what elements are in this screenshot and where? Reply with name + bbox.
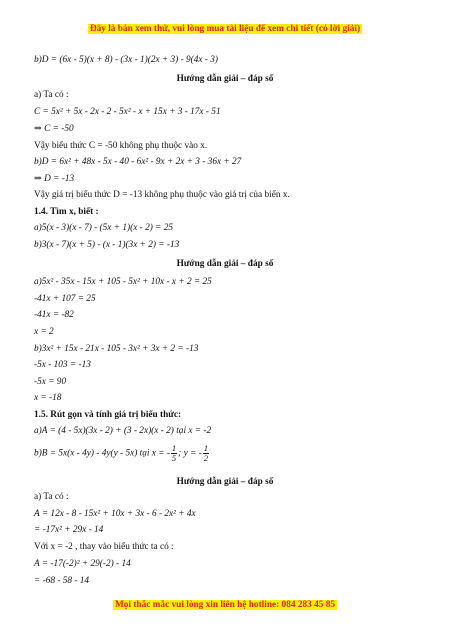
math-line: b)D = 6x² + 48x - 5x - 40 - 6x² - 9x + 2x + 3 - 36x + 27 bbox=[34, 157, 242, 167]
math-line: -41x + 107 = 25 bbox=[34, 294, 96, 304]
solution-heading: Hướng dẫn giải – đáp số bbox=[176, 477, 274, 487]
math-line: ⇒ D = -13 bbox=[34, 174, 75, 184]
problem-1-5-b bbox=[34, 444, 210, 463]
math-line: a)5x² - 35x - 15x + 105 - 5x² + 10x - x + 2 = 25 bbox=[34, 277, 212, 287]
fraction-one-half bbox=[203, 444, 209, 463]
math-line: x = -18 bbox=[34, 393, 62, 403]
text-line: Vậy giá trị biểu thức D = -13 không phụ thuộc vào giá trị của biến x. bbox=[34, 190, 290, 200]
math-line: A = -17(-2)² + 29(-2) - 14 bbox=[34, 559, 131, 569]
math-line: -41x = -82 bbox=[34, 310, 74, 320]
problem-1-3-b: b)D = (6x - 5)(x + 8) - (3x - 1)(2x + 3) - 9(4x - 3) bbox=[34, 55, 219, 65]
problem-1-4-a: a)5(x - 3)(x - 7) - (5x + 1)(x - 2) = 25 bbox=[34, 223, 174, 233]
math-line: -5x - 103 = -13 bbox=[34, 360, 91, 370]
math-line: -5x = 90 bbox=[34, 377, 67, 387]
text-line: Với x = -2 , thay vào biểu thức ta có : bbox=[34, 542, 174, 552]
fraction-numerator: 1 bbox=[203, 443, 208, 453]
hotline-banner bbox=[0, 600, 450, 610]
math-line: C = 5x² + 5x - 2x - 2 - 5x² - x + 15x + 3 - 17x - 51 bbox=[34, 107, 221, 117]
fraction-denominator: 5 bbox=[171, 453, 177, 463]
problem-1-5-a: a)A = (4 - 5x)(3x - 2) + (3 - 2x)(x - 2) tại x = -2 bbox=[34, 426, 212, 436]
math-line: ⇒ C = -50 bbox=[34, 124, 74, 134]
hotline-banner-text: Mọi thắc mắc vui lòng xin liên hệ hotline: 084 283 45 85 bbox=[114, 600, 336, 610]
fraction-denominator: 2 bbox=[203, 453, 208, 463]
preview-banner-text: Đây là bản xem thử, vui lòng mua tài liệu để xem chi tiết (có lời giải) bbox=[89, 24, 361, 34]
math-line: A = 12x - 8 - 15x² + 10x + 3x - 6 - 2x² + 4x bbox=[34, 509, 196, 519]
preview-banner bbox=[0, 24, 450, 34]
fraction-one-fifth bbox=[171, 444, 177, 463]
text-line: a) Ta có : bbox=[34, 90, 69, 100]
problem-1-4-b: b)3(x - 7)(x + 5) - (x - 1)(3x + 2) = -13 bbox=[34, 240, 180, 250]
text-line: a) Ta có : bbox=[34, 492, 69, 502]
problem-1-4-title: 1.4. Tìm x, biết : bbox=[34, 207, 99, 217]
fraction-numerator: 1 bbox=[171, 443, 177, 453]
math-line: x = 2 bbox=[34, 327, 54, 337]
problem-1-5-b-text: b)B = 5x(x - 4y) - 4y(y - 5x) tại x = - bbox=[34, 448, 170, 459]
solution-heading: Hướng dẫn giải – đáp số bbox=[176, 259, 274, 269]
math-line: = -68 - 58 - 14 bbox=[34, 576, 90, 586]
math-line: = -17x² + 29x - 14 bbox=[34, 525, 104, 535]
text-line: Vậy biểu thức C = -50 không phụ thuộc vào x. bbox=[34, 141, 208, 151]
solution-heading: Hướng dẫn giải – đáp số bbox=[176, 74, 274, 84]
math-line: b)3x² + 15x - 21x - 105 - 3x² + 3x + 2 = -13 bbox=[34, 344, 199, 354]
problem-1-5-title: 1.5. Rút gọn và tính giá trị biểu thức: bbox=[34, 410, 182, 420]
problem-1-5-b-separator: ; y = - bbox=[178, 448, 202, 459]
